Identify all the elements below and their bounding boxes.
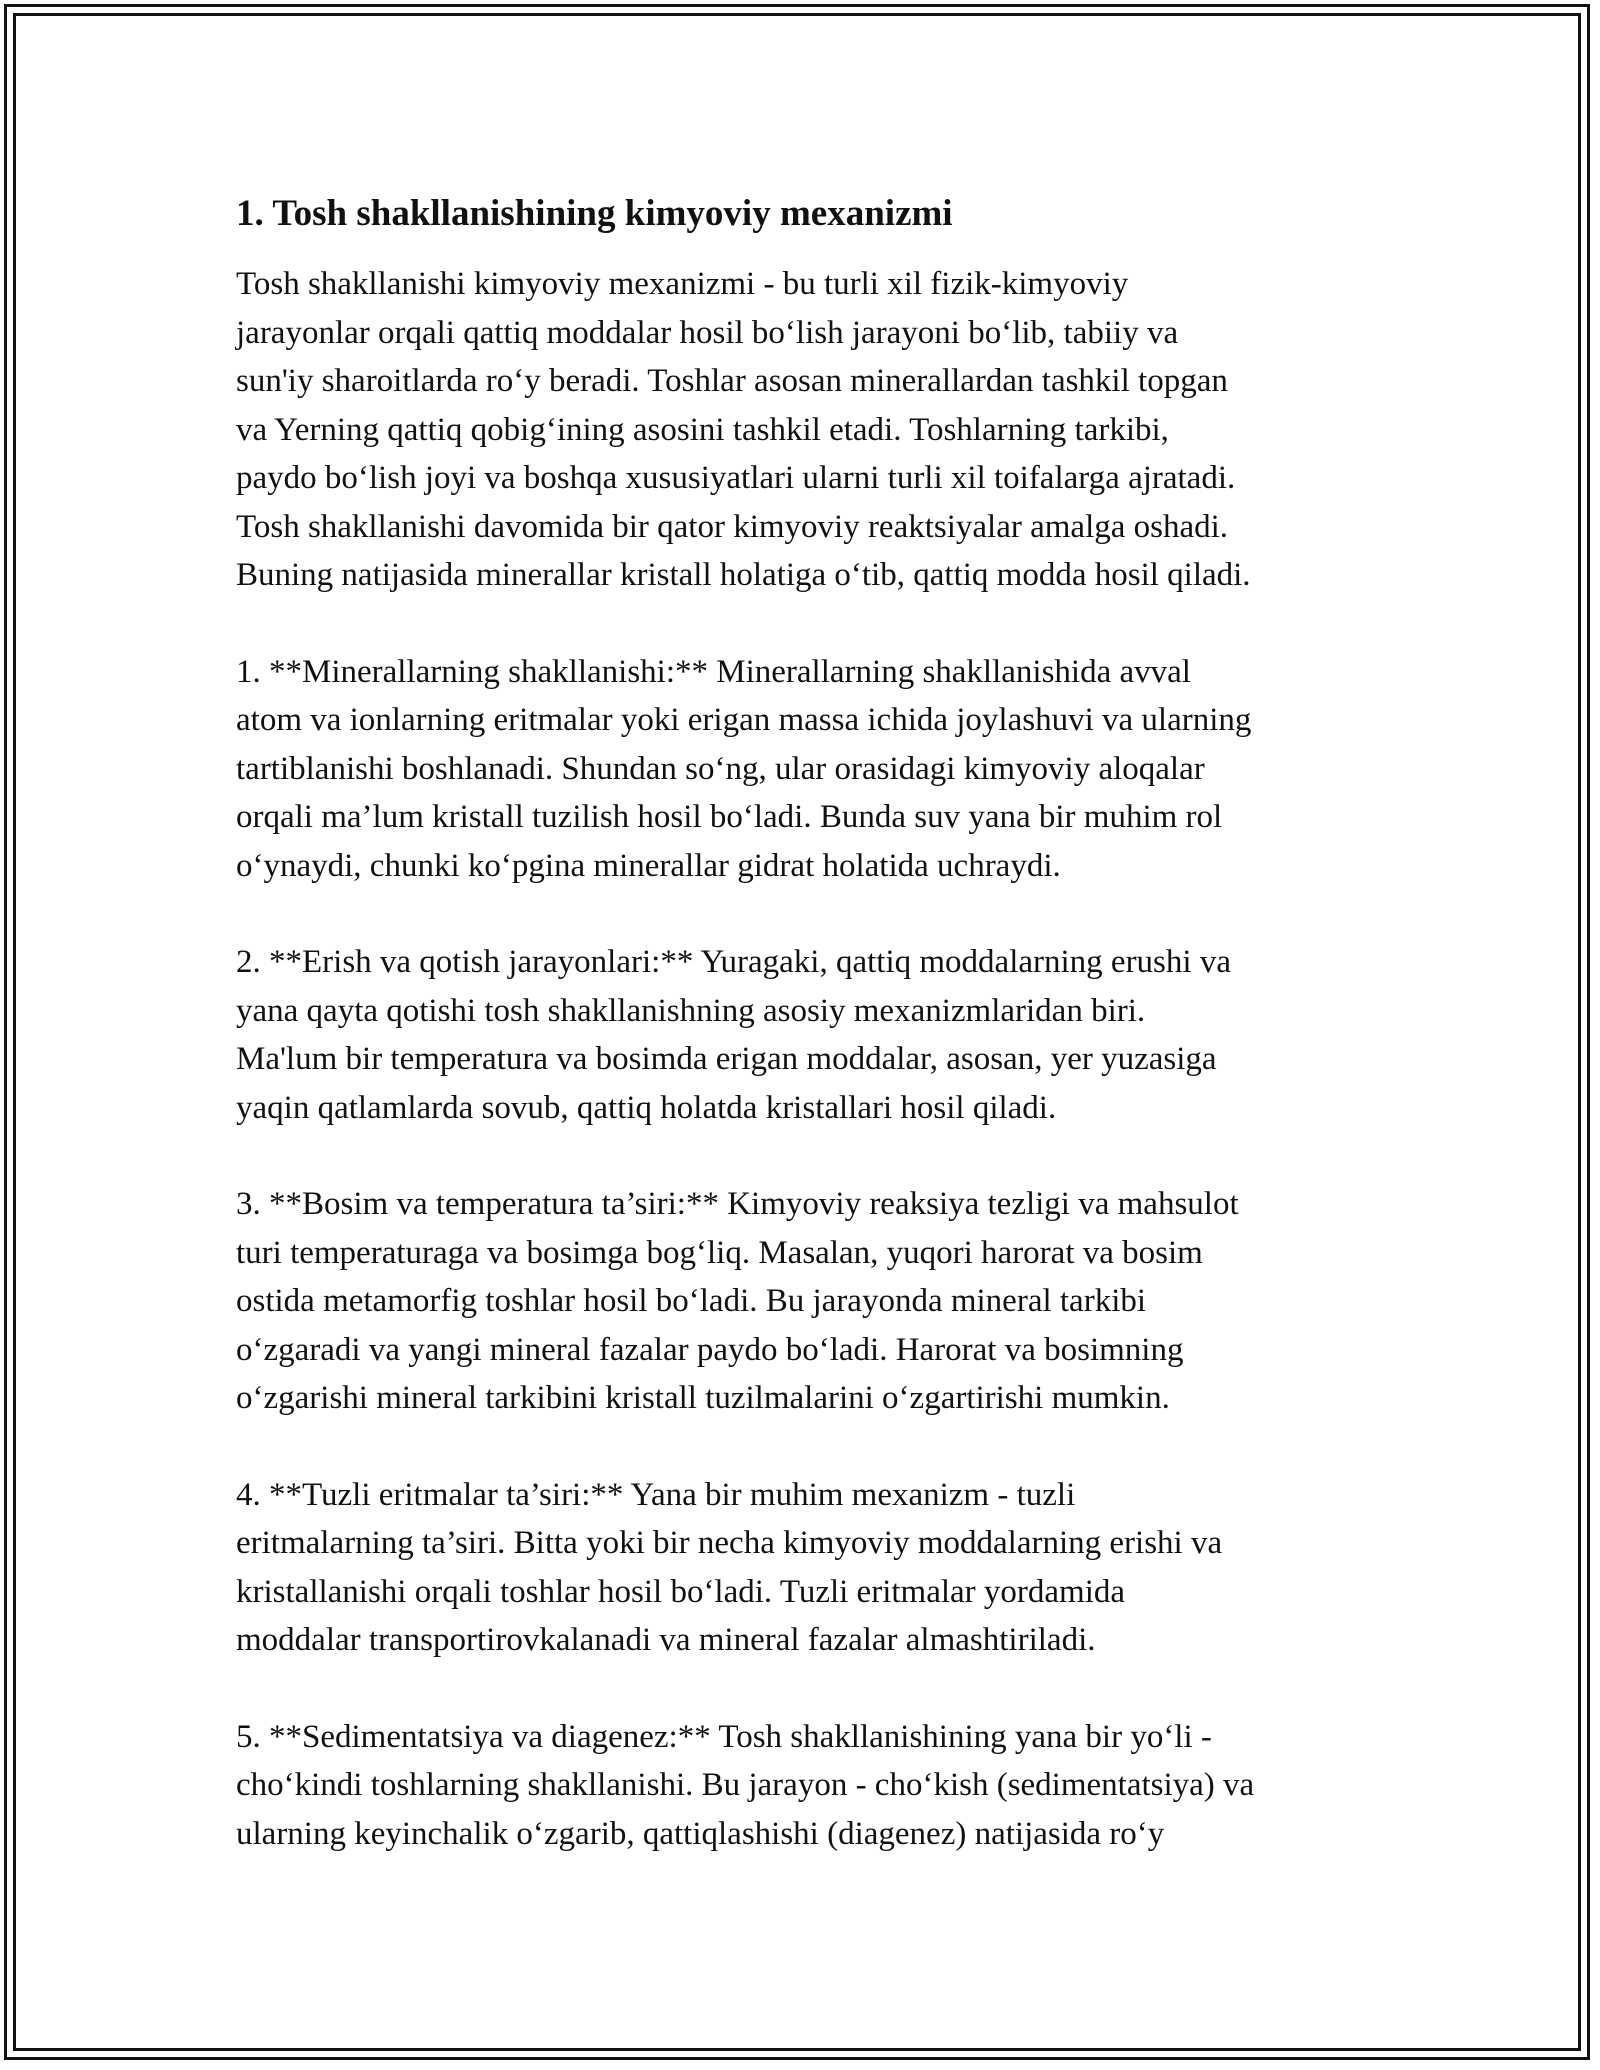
- text-line: moddalar transportirovkalanadi va mineral fazalar almashtiriladi.: [236, 1622, 1096, 1658]
- text-line: yana qayta qotishi tosh shakllanishning asosiy mexanizmlaridan biri.: [236, 992, 1146, 1029]
- text-line: o‘ynaydi, chunki ko‘pgina minerallar gidrat holatida uchraydi.: [236, 847, 1061, 884]
- text-line: orqali ma’lum kristall tuzilish hosil bo‘ladi. Bunda suv yana bir muhim rol: [236, 799, 1223, 835]
- intro-paragraph: [236, 260, 1376, 600]
- text-line: 3. **Bosim va temperatura ta’siri:** Kimyoviy reaksiya tezligi va mahsulot: [236, 1186, 1239, 1222]
- text-line: Ma'lum bir temperatura va bosimda erigan moddalar, asosan, yer yuzasiga: [236, 1041, 1217, 1077]
- text-line: paydo bo‘lish joyi va boshqa xususiyatlari ularni turli xil toifalarga ajratadi.: [236, 460, 1236, 496]
- text-line: kristallanishi orqali toshlar hosil bo‘ladi. Tuzli eritmalar yordamida: [236, 1573, 1126, 1610]
- text-line: va Yerning qattiq qobig‘ining asosini tashkil etadi. Toshlarning tarkibi,: [236, 411, 1169, 448]
- list-paragraph-2: [236, 938, 1376, 1132]
- text-line: ostida metamorfig toshlar hosil bo‘ladi. Bu jarayonda mineral tarkibi: [236, 1283, 1147, 1319]
- text-line: 1. **Minerallarning shakllanishi:** Minerallarning shakllanishida avval: [236, 653, 1191, 690]
- text-line: cho‘kindi toshlarning shakllanishi. Bu jarayon - cho‘kish (sedimentatsiya) va: [236, 1767, 1255, 1803]
- text-line: yaqin qatlamlarda sovub, qattiq holatda kristallari hosil qiladi.: [236, 1089, 1057, 1126]
- document-body: [236, 190, 1376, 1906]
- text-line: atom va ionlarning eritmalar yoki erigan massa ichida joylashuvi va ularning: [236, 702, 1252, 738]
- text-line: 2. **Erish va qotish jarayonlari:** Yuragaki, qattiq moddalarning erushi va: [236, 944, 1231, 980]
- text-line: turi temperaturaga va bosimga bog‘liq. Masalan, yuqori harorat va bosim: [236, 1234, 1203, 1271]
- text-line: Tosh shakllanishi kimyoviy mexanizmi - bu turli xil fizik-kimyoviy: [236, 266, 1129, 302]
- text-line: 4. **Tuzli eritmalar ta’siri:** Yana bir muhim mexanizm - tuzli: [236, 1476, 1076, 1513]
- text-line: o‘zgarishi mineral tarkibini kristall tuzilmalarini o‘zgartirishi mumkin.: [236, 1380, 1170, 1416]
- text-line: Tosh shakllanishi davomida bir qator kimyoviy reaktsiyalar amalga oshadi.: [236, 508, 1229, 545]
- section-heading: 1. Tosh shakllanishining kimyoviy mexanizmi: [236, 193, 953, 234]
- text-line: 5. **Sedimentatsiya va diagenez:** Tosh shakllanishining yana bir yo‘li -: [236, 1718, 1212, 1755]
- text-line: Buning natijasida minerallar kristall holatiga o‘tib, qattiq modda hosil qiladi.: [236, 557, 1251, 593]
- text-line: sun'iy sharoitlarda ro‘y beradi. Toshlar asosan minerallardan tashkil topgan: [236, 363, 1228, 399]
- list-paragraph-4: [236, 1471, 1376, 1665]
- text-line: eritmalarning ta’siri. Bitta yoki bir necha kimyoviy moddalarning erishi va: [236, 1525, 1223, 1561]
- list-paragraph-3: [236, 1180, 1376, 1423]
- text-line: ularning keyinchalik o‘zgarib, qattiqlashishi (diagenez) natijasida ro‘y: [236, 1815, 1165, 1852]
- text-line: tartiblanishi boshlanadi. Shundan so‘ng, ular orasidagi kimyoviy aloqalar: [236, 750, 1205, 787]
- list-paragraph-5: [236, 1713, 1376, 1859]
- text-line: jarayonlar orqali qattiq moddalar hosil bo‘lish jarayoni bo‘lib, tabiiy va: [236, 314, 1179, 351]
- text-line: o‘zgaradi va yangi mineral fazalar paydo bo‘ladi. Harorat va bosimning: [236, 1331, 1184, 1368]
- list-paragraph-1: [236, 648, 1376, 891]
